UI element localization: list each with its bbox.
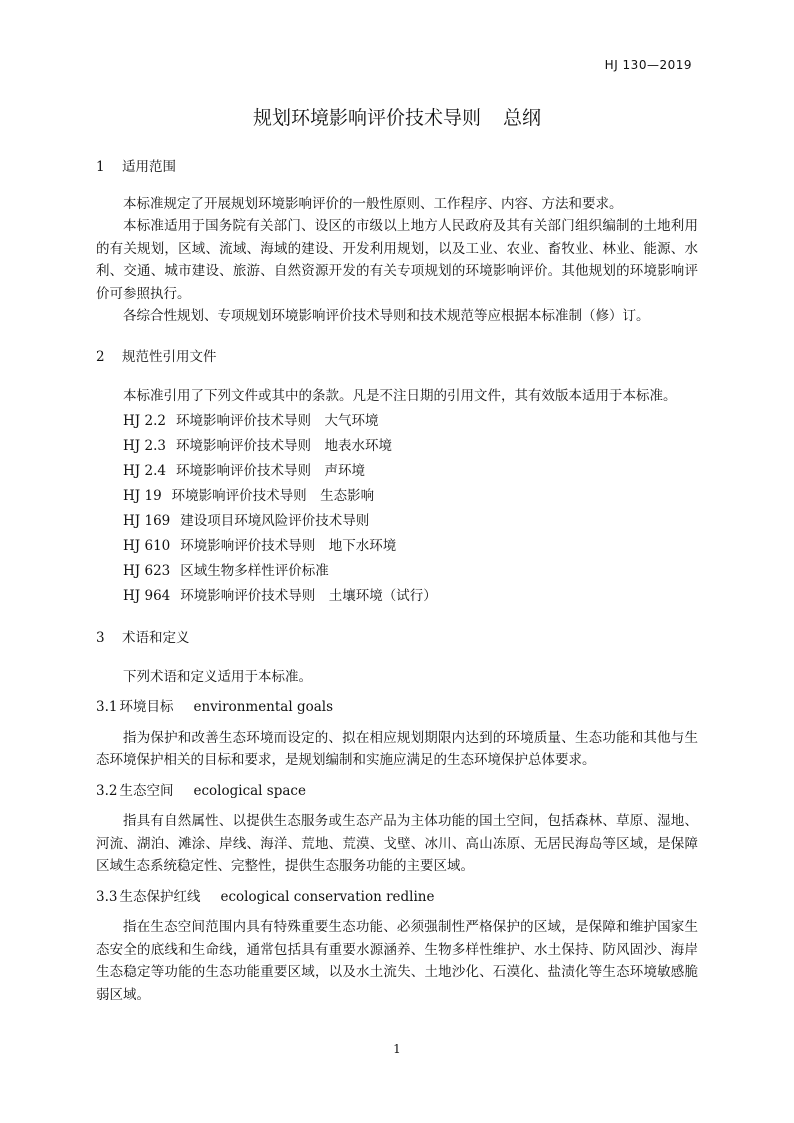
section-2-heading [96,346,698,369]
reference-item [96,434,698,459]
reference-code: HJ 610 [123,538,171,554]
term-name-en: ecological space [193,782,306,799]
reference-item [96,484,698,509]
term-name-zh: 生态空间 [119,782,174,799]
term-heading [96,696,698,719]
term-number: 3.1 [96,699,118,715]
reference-item [96,584,698,609]
term-heading [96,780,698,803]
section-3-heading [96,627,698,650]
section-1-paragraph-2: 本标准适用于国务院有关部门、设区的市级以上地方人民政府及其有关部门组织编制的土地利用的有关规划，区域、流域、海域的建设、开发利用规划，以及工业、农业、畜牧业、林业、能源、水利、交通、城市建设、旅游、自然资源开发的有关专项规划的环境影响评价。其他规划的环境影响评价可参照执行。 [96,218,698,302]
reference-name: 环境影响评价技术导则 土壤环境（试行） [180,588,437,604]
reference-code: HJ 2.4 [123,463,166,479]
section-2-intro: 本标准引用了下列文件或其中的条款。凡是不注日期的引用文件，其有效版本适用于本标准。 [123,388,677,404]
reference-name: 环境影响评价技术导则 地表水环境 [175,438,392,454]
reference-code: HJ 623 [123,563,171,579]
reference-item [96,459,698,484]
document-body [96,156,698,1006]
section-1-paragraph-3: 各综合性规划、专项规划环境影响评价技术导则和技术规范等应根据本标准制（修）订。 [123,308,650,324]
section-title: 规范性引用文件 [122,348,217,365]
reference-name: 建设项目环境风险评价技术导则 [180,513,370,529]
reference-name: 环境影响评价技术导则 大气环境 [175,413,379,429]
term-name-zh: 环境目标 [119,699,174,715]
reference-name: 环境影响评价技术导则 声环境 [175,463,365,479]
title-sub: 总纲 [503,107,542,129]
reference-name: 区域生物多样性评价标准 [180,563,329,579]
term-definition: 指具有自然属性、以提供生态服务或生态产品为主体功能的国土空间，包括森林、草原、湿地、河流、湖泊、滩涂、岸线、海洋、荒地、荒漠、戈壁、冰川、高山冻原、无居民海岛等区域，是保障区域生态系统稳定性、完整性，提供生态服务功能的主要区域。 [96,813,698,874]
section-1-heading [96,156,698,179]
document-title [0,103,794,130]
reference-code: HJ 964 [123,588,171,604]
standard-code: HJ 130—2019 [604,58,692,72]
reference-item [96,534,698,559]
section-3-intro: 下列术语和定义适用于本标准。 [123,668,312,685]
reference-item [96,559,698,584]
term-definition: 指在生态空间范围内具有特殊重要生态功能、必须强制性严格保护的区域，是保障和维护国家生态安全的底线和生命线，通常包括具有重要水源涵养、生物多样性维护、水土保持、防风固沙、海岸生态稳定等功能的生态功能重要区域，以及水土流失、土地沙化、石漠化、盐渍化等生态环境敏感脆弱区域。 [96,919,698,1003]
term-name-zh: 生态保护红线 [119,888,201,905]
reference-name: 环境影响评价技术导则 地下水环境 [180,538,397,554]
term-number: 3.2 [96,782,118,799]
term-name-en: ecological conservation redline [220,888,435,905]
term-heading [96,886,698,909]
reference-name: 环境影响评价技术导则 生态影响 [171,488,375,504]
section-number: 3 [96,630,105,646]
reference-code: HJ 2.3 [123,438,166,454]
section-number: 2 [96,348,105,365]
term-name-en: environmental goals [193,699,334,715]
reference-item [96,409,698,434]
reference-list [96,409,698,609]
reference-code: HJ 169 [123,513,171,529]
term-definition: 指为保护和改善生态环境而设定的、拟在相应规划期限内达到的环境质量、生态功能和其他与生态环境保护相关的目标和要求，是规划编制和实施应满足的生态环境保护总体要求。 [96,729,698,768]
reference-code: HJ 2.2 [123,413,166,429]
title-main: 规划环境影响评价技术导则 [252,107,481,129]
page-number: 1 [393,1042,401,1056]
section-title: 适用范围 [122,159,176,175]
reference-code: HJ 19 [123,488,162,504]
section-title: 术语和定义 [122,630,190,646]
term-number: 3.3 [96,888,118,905]
section-number: 1 [96,159,105,175]
section-1-paragraph-1: 本标准规定了开展规划环境影响评价的一般性原则、工作程序、内容、方法和要求。 [123,195,623,212]
reference-item [96,509,698,534]
